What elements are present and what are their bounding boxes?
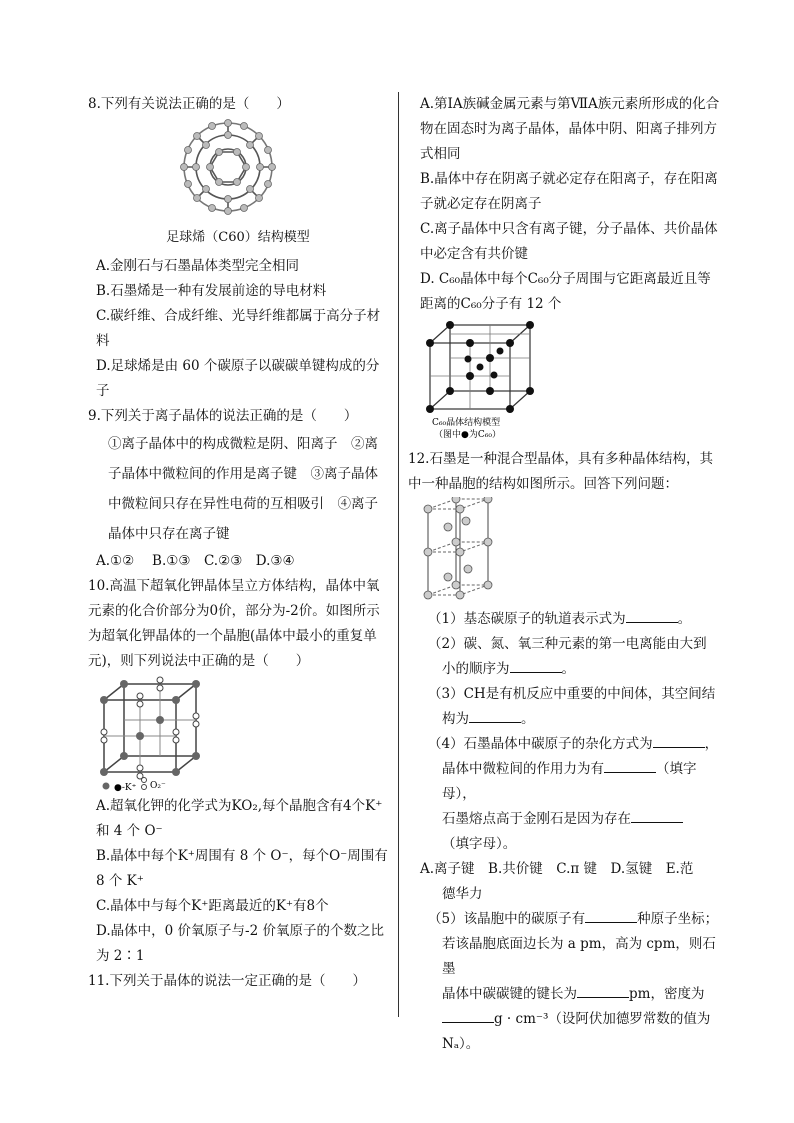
q8-option-b: B.石墨烯是一种有发展前途的导电材料 [96, 283, 327, 299]
fullerene-figure [88, 117, 388, 221]
q12-choices-a: A.离子键 B.共价键 C.π 键 D.氢键 E.范 [420, 861, 694, 877]
q12-part4b: 晶体中微粒间的作用力为有 （填字母）， [420, 757, 720, 807]
answer-blank-5[interactable] [604, 758, 656, 773]
q10-stem: 10.高温下超氧化钾晶体呈立方体结构，晶体中氧元素的化合价部分为0价，部分为-2价。如图所示为超氧化钾晶体的一个晶胞(晶体中最小的重复单元)，则下列说法中正确的是（ ） [88, 578, 380, 669]
q12-part4a: （4）石墨晶体中碳原子的杂化方式为 ， [420, 732, 720, 757]
answer-blank-1[interactable] [626, 608, 678, 623]
c60-crystal-figure [420, 317, 720, 439]
q12-part3a: （3）CH是有机反应中重要的中间体，其空间结 [428, 686, 716, 702]
answer-blank-4[interactable] [653, 733, 705, 748]
q10-option-a: A.超氧化钾的化学式为KO₂,每个晶胞含有4个K⁺和 4 个 O⁻ [96, 798, 383, 839]
q9-body: ①离子晶体中的构成微粒是阴、阳离子 ②离子晶体中微粒间的作用是离子键 ③离子晶体中微粒间只存在异性电荷的互相吸引 ④离子晶体中只存在离子键 [108, 436, 378, 542]
q11-option-d: D. C₆₀晶体中每个C₆₀分子周围与它距离最近且等距离的C₆₀分子有 12 个 [420, 271, 711, 312]
q12-part5b: 若该晶胞底面边长为 a pm，高为 cpm，则石墨 [442, 936, 716, 977]
answer-blank-7[interactable] [585, 908, 637, 923]
q12-part3b: 构为 。 [420, 707, 720, 732]
q12-part1: （1）基态碳原子的轨道表示式为 。 [420, 607, 720, 632]
column-divider [398, 92, 399, 1017]
answer-blank-8[interactable] [577, 983, 629, 998]
q11-option-b: B.晶体中存在阴离子就必定存在阳离子，存在阳离子就必定存在阴离子 [420, 171, 718, 212]
q8-option-a: A.金刚石与石墨晶体类型完全相同 [96, 258, 300, 274]
left-column [88, 92, 388, 994]
q11-option-c: C.离子晶体中只含有离子键，分子晶体、共价晶体中必定含有共价键 [420, 221, 718, 262]
answer-blank-9[interactable] [442, 1008, 494, 1023]
q9-choices: A.①② B.①③ C.②③ D.③④ [96, 553, 295, 569]
legend-o: O₂⁻ [150, 781, 166, 791]
graphite-cell-figure [420, 497, 720, 607]
answer-blank-2[interactable] [510, 658, 562, 673]
legend-k: ●-K⁺ [114, 783, 137, 793]
ko2-unit-cell-figure [88, 674, 388, 794]
q12-part2a: （2）碳、氮、氧三种元素的第一电离能由大到 [428, 636, 707, 652]
answer-blank-3[interactable] [469, 708, 521, 723]
q8-option-d: D.足球烯是由 60 个碳原子以碳碳单键构成的分子 [96, 358, 380, 399]
q12-part5a: （5）该晶胞中的碳原子有 种原子坐标； [420, 907, 720, 932]
q11-stem: 11.下列关于晶体的说法一定正确的是（ ） [88, 973, 366, 989]
q12-choices-b: 德华力 [442, 886, 483, 902]
q12-part4c: 石墨熔点高于金刚石是因为存在 [420, 807, 720, 832]
q12-part5e: Nₐ）。 [442, 1036, 480, 1052]
right-column [408, 92, 720, 1057]
q12-part5d: g · cm⁻³（设阿伏加德罗常数的值为 [420, 1007, 720, 1032]
fullerene-caption: 足球烯（C60）结构模型 [166, 230, 310, 245]
q12-stem: 12.石墨是一种混合型晶体，具有多种晶体结构，其中一种晶胞的结构如图所示。回答下列问题： [408, 451, 713, 492]
q12-part4d: （填字母）。 [442, 836, 517, 852]
k-ion-legend-dot [103, 783, 110, 790]
q11-option-a: A.第ⅠA族碱金属元素与第ⅦA族元素所形成的化合物在固态时为离子晶体，晶体中阴、阳离子排列方式相同 [420, 96, 720, 162]
q8-option-c: C.碳纤维、合成纤维、光导纤维都属于高分子材料 [96, 308, 381, 349]
q12-part2b: 小的顺序为 。 [420, 657, 720, 682]
c60-caption-1: C₆₀晶体结构模型 [432, 418, 501, 428]
q12-part5c: 晶体中碳碳键的键长为 pm，密度为 [420, 982, 720, 1007]
q9-stem: 9.下列关于离子晶体的说法正确的是（ ） [88, 408, 358, 424]
q8-stem: 8.下列有关说法正确的是（ ） [88, 96, 290, 112]
q10-option-d: D.晶体中，0 价氧原子与-2 价氧原子的个数之比为 2∶1 [96, 923, 384, 964]
c60-caption-2: （图中●为C₆₀） [434, 430, 501, 439]
q10-option-c: C.晶体中与每个K⁺距离最近的K⁺有8个 [96, 898, 329, 914]
q10-option-b: B.晶体中每个K⁺周围有 8 个 O⁻，每个O⁻周围有 8 个 K⁺ [96, 848, 388, 889]
answer-blank-6[interactable] [631, 808, 683, 823]
